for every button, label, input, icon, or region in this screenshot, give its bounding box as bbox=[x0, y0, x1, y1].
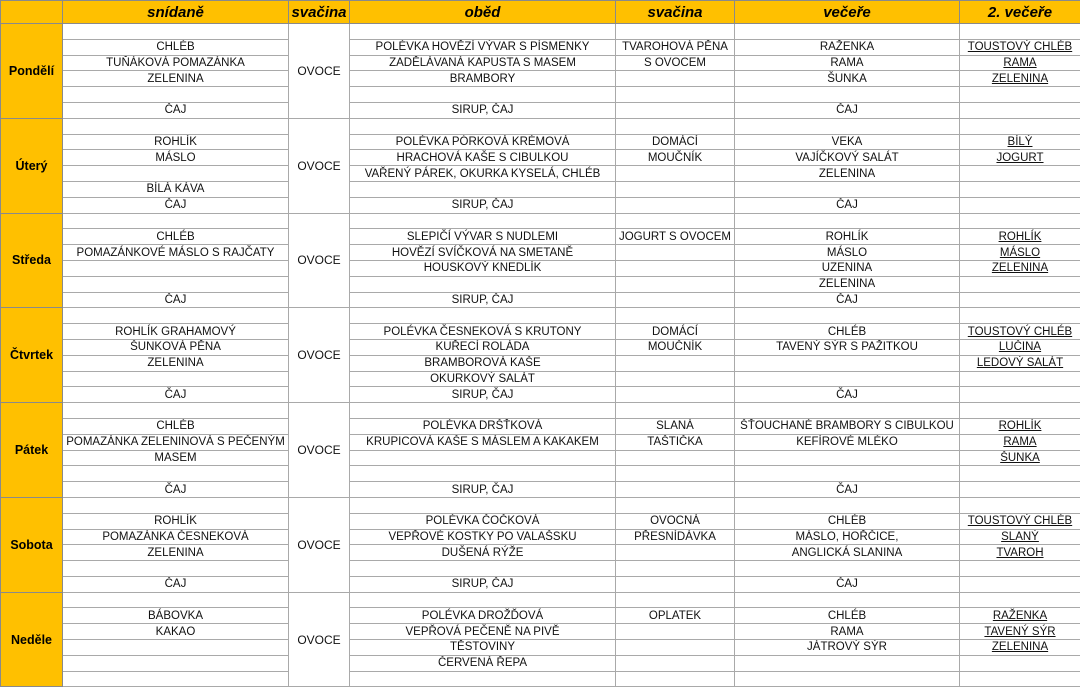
svacina-cell: JOGURT S OVOCEM bbox=[616, 229, 735, 245]
obed-cell: POLÉVKA ČOČKOVÁ bbox=[350, 513, 616, 529]
table-row bbox=[1, 24, 1080, 40]
vecere-cell: MÁSLO, HOŘČICE, bbox=[735, 529, 960, 545]
vecere-2-cell bbox=[960, 576, 1080, 592]
svacina-cell bbox=[616, 387, 735, 403]
snidane-cell: ZELENINA bbox=[63, 355, 289, 371]
obed-cell: POLÉVKA PÓRKOVÁ KRÉMOVÁ bbox=[350, 134, 616, 150]
obed-cell: SIRUP, ČAJ bbox=[350, 482, 616, 498]
obed-cell bbox=[350, 87, 616, 103]
vecere-cell bbox=[735, 87, 960, 103]
vecere-2-cell bbox=[960, 671, 1080, 687]
snidane-cell bbox=[63, 260, 289, 276]
table-row bbox=[1, 292, 1080, 308]
svacina-cell bbox=[616, 671, 735, 687]
snidane-cell bbox=[63, 640, 289, 656]
vecere-cell: CHLÉB bbox=[735, 324, 960, 340]
obed-cell: SIRUP, ČAJ bbox=[350, 292, 616, 308]
vecere-2-cell: MÁSLO bbox=[960, 245, 1080, 261]
svacina-cell bbox=[616, 166, 735, 182]
snidane-cell: POMAZÁNKA ČESNEKOVÁ bbox=[63, 529, 289, 545]
obed-cell bbox=[350, 181, 616, 197]
snidane-cell: TUŇÁKOVÁ POMAZÁNKA bbox=[63, 55, 289, 71]
table-row bbox=[1, 450, 1080, 466]
table-row bbox=[1, 71, 1080, 87]
vecere-cell bbox=[735, 450, 960, 466]
obed-cell bbox=[350, 403, 616, 419]
obed-cell: POLÉVKA DROŽĎOVÁ bbox=[350, 608, 616, 624]
vecere-2-cell bbox=[960, 118, 1080, 134]
table-row bbox=[1, 324, 1080, 340]
svacina-cell bbox=[616, 403, 735, 419]
svacina-ovoce-cell: OVOCE bbox=[289, 308, 350, 403]
table-row bbox=[1, 513, 1080, 529]
svacina-cell bbox=[616, 245, 735, 261]
vecere-cell: ROHLÍK bbox=[735, 229, 960, 245]
obed-cell: OKURKOVÝ SALÁT bbox=[350, 371, 616, 387]
svacina-cell bbox=[616, 450, 735, 466]
svacina-cell bbox=[616, 118, 735, 134]
header-svacina-1: svačina bbox=[289, 1, 350, 24]
obed-cell bbox=[350, 671, 616, 687]
vecere-cell: ANGLICKÁ SLANINA bbox=[735, 545, 960, 561]
vecere-cell: VAJÍČKOVÝ SALÁT bbox=[735, 150, 960, 166]
table-row bbox=[1, 482, 1080, 498]
table-row bbox=[1, 260, 1080, 276]
svacina-cell bbox=[616, 497, 735, 513]
svacina-cell bbox=[616, 260, 735, 276]
vecere-cell bbox=[735, 355, 960, 371]
table-row bbox=[1, 592, 1080, 608]
snidane-cell: ČAJ bbox=[63, 292, 289, 308]
table-row bbox=[1, 418, 1080, 434]
table-row bbox=[1, 371, 1080, 387]
snidane-cell: ČAJ bbox=[63, 197, 289, 213]
vecere-cell bbox=[735, 671, 960, 687]
svacina-cell bbox=[616, 482, 735, 498]
obed-cell: BRAMBOROVÁ KAŠE bbox=[350, 355, 616, 371]
svacina-cell bbox=[616, 213, 735, 229]
vecere-2-cell: TOUSTOVÝ CHLÉB bbox=[960, 324, 1080, 340]
obed-cell bbox=[350, 561, 616, 577]
vecere-cell bbox=[735, 592, 960, 608]
vecere-cell: ČAJ bbox=[735, 292, 960, 308]
snidane-cell bbox=[63, 466, 289, 482]
svacina-cell: MOUČNÍK bbox=[616, 150, 735, 166]
svacina-cell bbox=[616, 655, 735, 671]
vecere-2-cell bbox=[960, 292, 1080, 308]
vecere-2-cell: ZELENINA bbox=[960, 260, 1080, 276]
vecere-cell: UZENINA bbox=[735, 260, 960, 276]
obed-cell: TĚSTOVINY bbox=[350, 640, 616, 656]
vecere-2-cell bbox=[960, 181, 1080, 197]
header-vecere-2: 2. večeře bbox=[960, 1, 1080, 24]
snidane-cell: ZELENINA bbox=[63, 545, 289, 561]
obed-cell: SIRUP, ČAJ bbox=[350, 387, 616, 403]
table-row bbox=[1, 87, 1080, 103]
snidane-cell: BÁBOVKA bbox=[63, 608, 289, 624]
obed-cell bbox=[350, 276, 616, 292]
svacina-cell: S OVOCEM bbox=[616, 55, 735, 71]
obed-cell: HOVĚZÍ SVÍČKOVÁ NA SMETANĚ bbox=[350, 245, 616, 261]
vecere-2-cell bbox=[960, 561, 1080, 577]
vecere-cell bbox=[735, 308, 960, 324]
vecere-cell: ČAJ bbox=[735, 387, 960, 403]
obed-cell: DUŠENÁ RÝŽE bbox=[350, 545, 616, 561]
snidane-cell: CHLÉB bbox=[63, 39, 289, 55]
vecere-cell: MÁSLO bbox=[735, 245, 960, 261]
svacina-cell bbox=[616, 71, 735, 87]
vecere-cell bbox=[735, 118, 960, 134]
vecere-cell: VEKA bbox=[735, 134, 960, 150]
obed-cell bbox=[350, 24, 616, 40]
svacina-cell: SLANÁ bbox=[616, 418, 735, 434]
vecere-2-cell: RAMA bbox=[960, 55, 1080, 71]
svacina-cell bbox=[616, 87, 735, 103]
snidane-cell: ČAJ bbox=[63, 576, 289, 592]
vecere-2-cell: LUČINA bbox=[960, 339, 1080, 355]
obed-cell: SLEPIČÍ VÝVAR S NUDLEMI bbox=[350, 229, 616, 245]
table-row bbox=[1, 529, 1080, 545]
vecere-cell: CHLÉB bbox=[735, 513, 960, 529]
vecere-cell: ZELENINA bbox=[735, 166, 960, 182]
obed-cell: POLÉVKA HOVĚZÍ VÝVAR S PÍSMENKY bbox=[350, 39, 616, 55]
svacina-cell bbox=[616, 592, 735, 608]
svacina-cell: OVOCNÁ bbox=[616, 513, 735, 529]
snidane-cell: ČAJ bbox=[63, 482, 289, 498]
obed-cell: ČERVENÁ ŘEPA bbox=[350, 655, 616, 671]
day-name-cell: Pondělí bbox=[1, 24, 63, 119]
vecere-2-cell bbox=[960, 197, 1080, 213]
vecere-2-cell: TVAROH bbox=[960, 545, 1080, 561]
snidane-cell: KAKAO bbox=[63, 624, 289, 640]
vecere-2-cell bbox=[960, 371, 1080, 387]
vecere-2-cell bbox=[960, 87, 1080, 103]
obed-cell: POLÉVKA ČESNEKOVÁ S KRUTONY bbox=[350, 324, 616, 340]
obed-cell: VAŘENÝ PÁREK, OKURKA KYSELÁ, CHLÉB bbox=[350, 166, 616, 182]
snidane-cell: MÁSLO bbox=[63, 150, 289, 166]
obed-cell: VEPŘOVÉ KOSTKY PO VALAŠSKU bbox=[350, 529, 616, 545]
vecere-cell: RAŽENKA bbox=[735, 39, 960, 55]
vecere-2-cell: SLANÝ bbox=[960, 529, 1080, 545]
table-row bbox=[1, 181, 1080, 197]
snidane-cell bbox=[63, 655, 289, 671]
vecere-cell: ŠUNKA bbox=[735, 71, 960, 87]
snidane-cell bbox=[63, 276, 289, 292]
snidane-cell: POMAZÁNKA ZELENINOVÁ S PEČENÝM bbox=[63, 434, 289, 450]
svacina-cell bbox=[616, 197, 735, 213]
svacina-cell bbox=[616, 545, 735, 561]
day-name-cell: Sobota bbox=[1, 497, 63, 592]
svacina-cell bbox=[616, 24, 735, 40]
table-row bbox=[1, 150, 1080, 166]
vecere-cell: ZELENINA bbox=[735, 276, 960, 292]
table-row bbox=[1, 276, 1080, 292]
vecere-2-cell: RAMA bbox=[960, 434, 1080, 450]
snidane-cell bbox=[63, 87, 289, 103]
svacina-cell: TVAROHOVÁ PĚNA bbox=[616, 39, 735, 55]
table-row bbox=[1, 213, 1080, 229]
vecere-2-cell bbox=[960, 497, 1080, 513]
vecere-cell: RAMA bbox=[735, 624, 960, 640]
vecere-2-cell: TOUSTOVÝ CHLÉB bbox=[960, 39, 1080, 55]
table-row bbox=[1, 355, 1080, 371]
svacina-ovoce-cell: OVOCE bbox=[289, 497, 350, 592]
table-row bbox=[1, 671, 1080, 687]
svacina-cell: PŘESNÍDÁVKA bbox=[616, 529, 735, 545]
vecere-cell: TAVENÝ SÝR S PAŽITKOU bbox=[735, 339, 960, 355]
menu-body bbox=[1, 24, 1080, 687]
svacina-cell bbox=[616, 371, 735, 387]
day-name-cell: Pátek bbox=[1, 403, 63, 498]
table-row bbox=[1, 403, 1080, 419]
snidane-cell: BÍLÁ KÁVA bbox=[63, 181, 289, 197]
svacina-cell bbox=[616, 640, 735, 656]
snidane-cell: CHLÉB bbox=[63, 418, 289, 434]
table-row bbox=[1, 197, 1080, 213]
snidane-cell bbox=[63, 118, 289, 134]
obed-cell bbox=[350, 213, 616, 229]
day-name-cell: Neděle bbox=[1, 592, 63, 687]
table-row bbox=[1, 308, 1080, 324]
vecere-cell: CHLÉB bbox=[735, 608, 960, 624]
vecere-cell bbox=[735, 24, 960, 40]
obed-cell bbox=[350, 118, 616, 134]
obed-cell: KRUPICOVÁ KAŠE S MÁSLEM A KAKAKEM bbox=[350, 434, 616, 450]
svacina-cell bbox=[616, 466, 735, 482]
snidane-cell bbox=[63, 213, 289, 229]
day-name-cell: Středa bbox=[1, 213, 63, 308]
snidane-cell: ČAJ bbox=[63, 102, 289, 118]
obed-cell bbox=[350, 592, 616, 608]
obed-cell bbox=[350, 466, 616, 482]
snidane-cell: MASEM bbox=[63, 450, 289, 466]
svacina-cell: OPLATEK bbox=[616, 608, 735, 624]
svacina-cell bbox=[616, 276, 735, 292]
table-row bbox=[1, 624, 1080, 640]
svacina-ovoce-cell: OVOCE bbox=[289, 403, 350, 498]
table-row bbox=[1, 576, 1080, 592]
snidane-cell: POMAZÁNKOVÉ MÁSLO S RAJČATY bbox=[63, 245, 289, 261]
obed-cell: SIRUP, ČAJ bbox=[350, 197, 616, 213]
table-row bbox=[1, 39, 1080, 55]
vecere-2-cell bbox=[960, 655, 1080, 671]
svacina-cell bbox=[616, 102, 735, 118]
header-corner bbox=[1, 1, 63, 24]
header-vecere: večeře bbox=[735, 1, 960, 24]
svacina-cell bbox=[616, 624, 735, 640]
obed-cell: VEPŘOVÁ PEČENĚ NA PIVĚ bbox=[350, 624, 616, 640]
snidane-cell bbox=[63, 671, 289, 687]
svacina-cell: DOMÁCÍ bbox=[616, 134, 735, 150]
svacina-cell: DOMÁCÍ bbox=[616, 324, 735, 340]
table-row bbox=[1, 640, 1080, 656]
svacina-cell: TAŠTIČKA bbox=[616, 434, 735, 450]
table-row bbox=[1, 245, 1080, 261]
obed-cell bbox=[350, 497, 616, 513]
snidane-cell bbox=[63, 308, 289, 324]
vecere-2-cell bbox=[960, 166, 1080, 182]
svacina-cell bbox=[616, 561, 735, 577]
table-row bbox=[1, 434, 1080, 450]
vecere-2-cell: ROHLÍK bbox=[960, 418, 1080, 434]
table-row bbox=[1, 655, 1080, 671]
obed-cell bbox=[350, 450, 616, 466]
vecere-2-cell: TAVENÝ SÝR bbox=[960, 624, 1080, 640]
svacina-cell bbox=[616, 308, 735, 324]
svacina-ovoce-cell: OVOCE bbox=[289, 592, 350, 687]
vecere-cell bbox=[735, 403, 960, 419]
snidane-cell: ROHLÍK bbox=[63, 134, 289, 150]
snidane-cell bbox=[63, 166, 289, 182]
vecere-2-cell: BÍLÝ bbox=[960, 134, 1080, 150]
table-row bbox=[1, 339, 1080, 355]
vecere-cell bbox=[735, 181, 960, 197]
vecere-2-cell: JOGURT bbox=[960, 150, 1080, 166]
vecere-cell: ČAJ bbox=[735, 482, 960, 498]
vecere-2-cell bbox=[960, 213, 1080, 229]
obed-cell: SIRUP, ČAJ bbox=[350, 102, 616, 118]
vecere-2-cell bbox=[960, 102, 1080, 118]
vecere-cell: KEFÍROVÉ MLÉKO bbox=[735, 434, 960, 450]
vecere-2-cell: ROHLÍK bbox=[960, 229, 1080, 245]
snidane-cell: ZELENINA bbox=[63, 71, 289, 87]
snidane-cell: CHLÉB bbox=[63, 229, 289, 245]
snidane-cell bbox=[63, 403, 289, 419]
svacina-cell bbox=[616, 181, 735, 197]
snidane-cell: ŠUNKOVÁ PĚNA bbox=[63, 339, 289, 355]
snidane-cell bbox=[63, 561, 289, 577]
snidane-cell bbox=[63, 497, 289, 513]
vecere-cell bbox=[735, 655, 960, 671]
table-row bbox=[1, 134, 1080, 150]
vecere-cell bbox=[735, 371, 960, 387]
snidane-cell: ROHLÍK bbox=[63, 513, 289, 529]
vecere-cell: ČAJ bbox=[735, 576, 960, 592]
header-row bbox=[1, 1, 1080, 24]
vecere-2-cell bbox=[960, 308, 1080, 324]
vecere-2-cell bbox=[960, 387, 1080, 403]
table-row bbox=[1, 55, 1080, 71]
table-row bbox=[1, 166, 1080, 182]
table-row bbox=[1, 229, 1080, 245]
day-name-cell: Úterý bbox=[1, 118, 63, 213]
table-row bbox=[1, 387, 1080, 403]
obed-cell: HRACHOVÁ KAŠE S CIBULKOU bbox=[350, 150, 616, 166]
vecere-2-cell bbox=[960, 466, 1080, 482]
vecere-cell bbox=[735, 561, 960, 577]
header-snidane: snídaně bbox=[63, 1, 289, 24]
vecere-cell bbox=[735, 213, 960, 229]
header-svacina-2: svačina bbox=[616, 1, 735, 24]
table-row bbox=[1, 545, 1080, 561]
vecere-2-cell: ZELENINA bbox=[960, 71, 1080, 87]
obed-cell: KUŘECÍ ROLÁDA bbox=[350, 339, 616, 355]
svacina-ovoce-cell: OVOCE bbox=[289, 118, 350, 213]
vecere-2-cell bbox=[960, 276, 1080, 292]
snidane-cell: ROHLÍK GRAHAMOVÝ bbox=[63, 324, 289, 340]
vecere-2-cell: ŠUNKA bbox=[960, 450, 1080, 466]
vecere-2-cell bbox=[960, 482, 1080, 498]
obed-cell: POLÉVKA DRŠŤKOVÁ bbox=[350, 418, 616, 434]
vecere-2-cell bbox=[960, 24, 1080, 40]
vecere-2-cell bbox=[960, 403, 1080, 419]
vecere-2-cell: LEDOVÝ SALÁT bbox=[960, 355, 1080, 371]
table-row bbox=[1, 466, 1080, 482]
vecere-cell bbox=[735, 497, 960, 513]
vecere-2-cell bbox=[960, 592, 1080, 608]
svacina-cell: MOUČNÍK bbox=[616, 339, 735, 355]
vecere-2-cell: ZELENINA bbox=[960, 640, 1080, 656]
table-row bbox=[1, 118, 1080, 134]
table-row bbox=[1, 608, 1080, 624]
vecere-cell bbox=[735, 466, 960, 482]
day-name-cell: Čtvrtek bbox=[1, 308, 63, 403]
svacina-ovoce-cell: OVOCE bbox=[289, 24, 350, 119]
obed-cell: SIRUP, ČAJ bbox=[350, 576, 616, 592]
vecere-2-cell: RAŽENKA bbox=[960, 608, 1080, 624]
table-row bbox=[1, 102, 1080, 118]
svacina-cell bbox=[616, 576, 735, 592]
vecere-cell: ČAJ bbox=[735, 102, 960, 118]
obed-cell bbox=[350, 308, 616, 324]
vecere-cell: JÁTROVÝ SÝR bbox=[735, 640, 960, 656]
snidane-cell bbox=[63, 371, 289, 387]
obed-cell: ZADĚLÁVANÁ KAPUSTA S MASEM bbox=[350, 55, 616, 71]
svacina-cell bbox=[616, 355, 735, 371]
vecere-cell: ČAJ bbox=[735, 197, 960, 213]
obed-cell: HOUSKOVÝ KNEDLÍK bbox=[350, 260, 616, 276]
table-row bbox=[1, 561, 1080, 577]
vecere-cell: RAMA bbox=[735, 55, 960, 71]
vecere-cell: ŠŤOUCHANÉ BRAMBORY S CIBULKOU bbox=[735, 418, 960, 434]
snidane-cell: ČAJ bbox=[63, 387, 289, 403]
snidane-cell bbox=[63, 592, 289, 608]
table-row bbox=[1, 497, 1080, 513]
vecere-2-cell: TOUSTOVÝ CHLÉB bbox=[960, 513, 1080, 529]
obed-cell: BRAMBORY bbox=[350, 71, 616, 87]
snidane-cell bbox=[63, 24, 289, 40]
svacina-ovoce-cell: OVOCE bbox=[289, 213, 350, 308]
header-obed: oběd bbox=[350, 1, 616, 24]
svacina-cell bbox=[616, 292, 735, 308]
